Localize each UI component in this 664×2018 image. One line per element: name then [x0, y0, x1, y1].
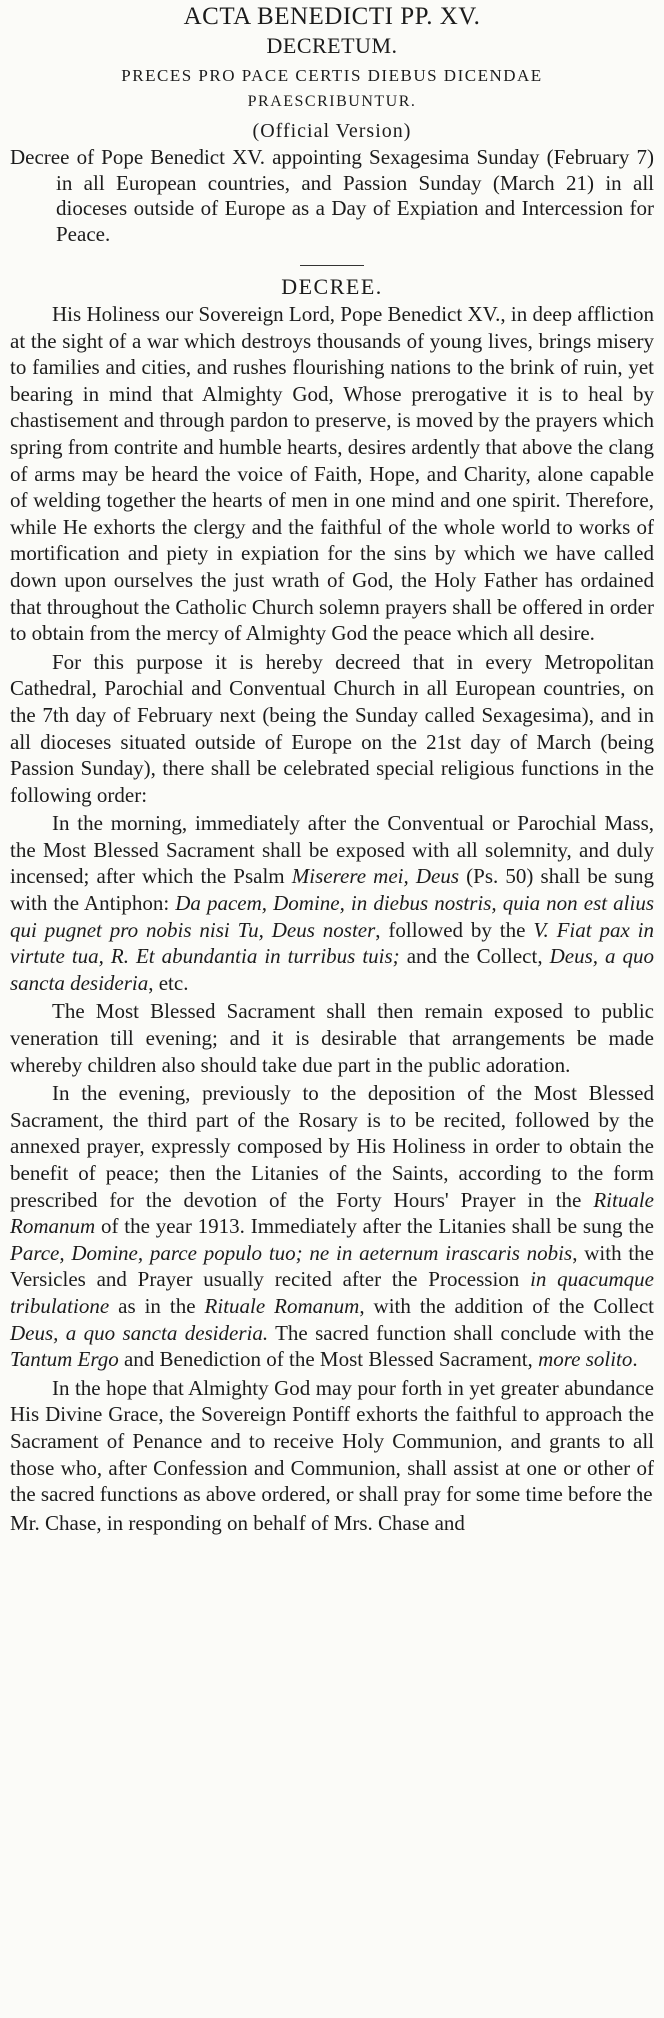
decree-summary: Decree of Pope Benedict XV. appointing Sexagesima Sunday (February 7) in all European countries, and Passion Sunday (March 21) in all dioceses outside of Europe as a Day of Expiation and Intercession for Peace.	[10, 145, 654, 246]
section-divider	[300, 265, 364, 266]
paragraph-5	[10, 1080, 654, 1373]
latin-phrase: Da pacem, Domine, in diebus nostris, quia non est alius qui pugnet pro nobis nisi Tu, Deus noster	[10, 891, 654, 942]
decree-heading: DECREE.	[281, 274, 383, 299]
paragraph-3	[10, 810, 654, 996]
text-run: In the morning, immediately after the Conventual or Parochial Mass, the Most Blessed Sacrament shall be exposed with all solemnity, and duly incensed; after which the Psalm	[10, 811, 654, 889]
subtitle-line-1: PRECES PRO PACE CERTIS DIEBUS DICENDAE	[121, 66, 543, 85]
text-run: , etc.	[148, 970, 189, 995]
paragraph-4: The Most Blessed Sacrament shall then remain exposed to public veneration till evening; and it is desirable that arrangements be made whereby children also should take due part in the public adoration.	[10, 999, 654, 1077]
latin-phrase: V. Fiat pax in virtute tua, R. Et abundantia in turribus tuis;	[10, 917, 654, 969]
paragraph-1: His Holiness our Sovereign Lord, Pope Benedict XV., in deep affliction at the sight of a war which destroys thousands of young lives, brings misery to families and cities, and rushes flourishing nations to the brink of ruin, yet bearing in mind that Almighty God, Whose prerogative it is to heal by chastisement and through pardon to preserve, is moved by the prayers which spring from contrite and humble hearts, desires ardently that above the clang of arms may be heard the voice of Faith, Hope, and Charity, alone capable of welding together the hearts of men in one mind and one spirit. Therefore, while He exhorts the clergy and the faithful of the whole world to works of mortification and piety in expiation for the sins by which we have called down upon ourselves the just wrath of God, the Holy Father has ordained that throughout the Catholic Church solemn prayers shall be offered in order to obtain from the mercy of Almighty God the peace which all desire.	[10, 302, 654, 646]
acta-title: ACTA BENEDICTI PP. XV.	[183, 3, 481, 30]
latin-phrase: Tantum Ergo	[10, 1347, 119, 1372]
text-run: , followed by the	[375, 917, 534, 942]
latin-phrase: Parce, Domine, parce populo tuo; ne in aeternum irascaris nobis	[10, 1240, 573, 1265]
text-run: of the year 1913. Immediately after the Litanies shall be sung the	[95, 1214, 654, 1239]
subtitle-line-2: PRAESCRIBUNTUR.	[247, 93, 417, 110]
text-run: as in the	[109, 1293, 205, 1318]
official-version-label: (Official Version)	[252, 120, 412, 142]
text-run: The sacred function shall conclude with the	[268, 1320, 654, 1345]
text-run: and Benediction of the Most Blessed Sacrament,	[118, 1347, 539, 1372]
next-article-line: Mr. Chase, in responding on behalf of Mrs. Chase and	[10, 1510, 465, 1535]
latin-phrase: in quacumque tribulatione	[10, 1267, 654, 1318]
text-run: (Ps. 50) shall be sung with the Antiphon:	[10, 864, 654, 916]
text-run: In the evening, previously to the deposition of the Most Blessed Sacrament, the third part of the Rosary is to be recited, followed by the annexed prayer, expressly composed by His Holiness in order to obtain the benefit of peace; then the Litanies of the Saints, according to the form prescribed for the devotion of the Forty Hours' Prayer in the	[10, 1081, 654, 1212]
text-run: .	[632, 1347, 638, 1372]
text-run: , with the addition of the Collect	[359, 1293, 654, 1318]
text-run: and the Collect,	[399, 944, 550, 969]
decretum-heading: DECRETUM.	[266, 33, 398, 58]
latin-phrase: Rituale Romanum	[204, 1293, 360, 1318]
latin-phrase: more solito	[538, 1347, 633, 1372]
latin-phrase: Miserere mei, Deus	[291, 864, 460, 889]
latin-phrase: Deus, a quo sancta desideria.	[10, 1320, 269, 1345]
latin-phrase: Rituale Romanum	[10, 1187, 654, 1239]
paragraph-2: For this purpose it is hereby decreed that in every Metropolitan Cathedral, Parochial and Conventual Church in all European countries, on the 7th day of February next (being the Sunday called Sexagesima), and in all dioceses situated outside of Europe on the 21st day of March (being Passion Sunday), there shall be celebrated special religious functions in the following order:	[10, 649, 654, 807]
latin-phrase: Deus, a quo sancta desideria	[10, 944, 654, 995]
text-run: , with the Versicles and Prayer usually recited after the Procession	[10, 1240, 654, 1292]
paragraph-6: In the hope that Almighty God may pour forth in yet greater abundance His Divine Grace, the Sovereign Pontiff exhorts the faithful to approach the Sacrament of Penance and to receive Holy Communion, and grants to all those who, after Confession and Communion, shall assist at one or other of the sacred functions as above ordered, or shall pray for some time before the	[10, 1375, 654, 1507]
